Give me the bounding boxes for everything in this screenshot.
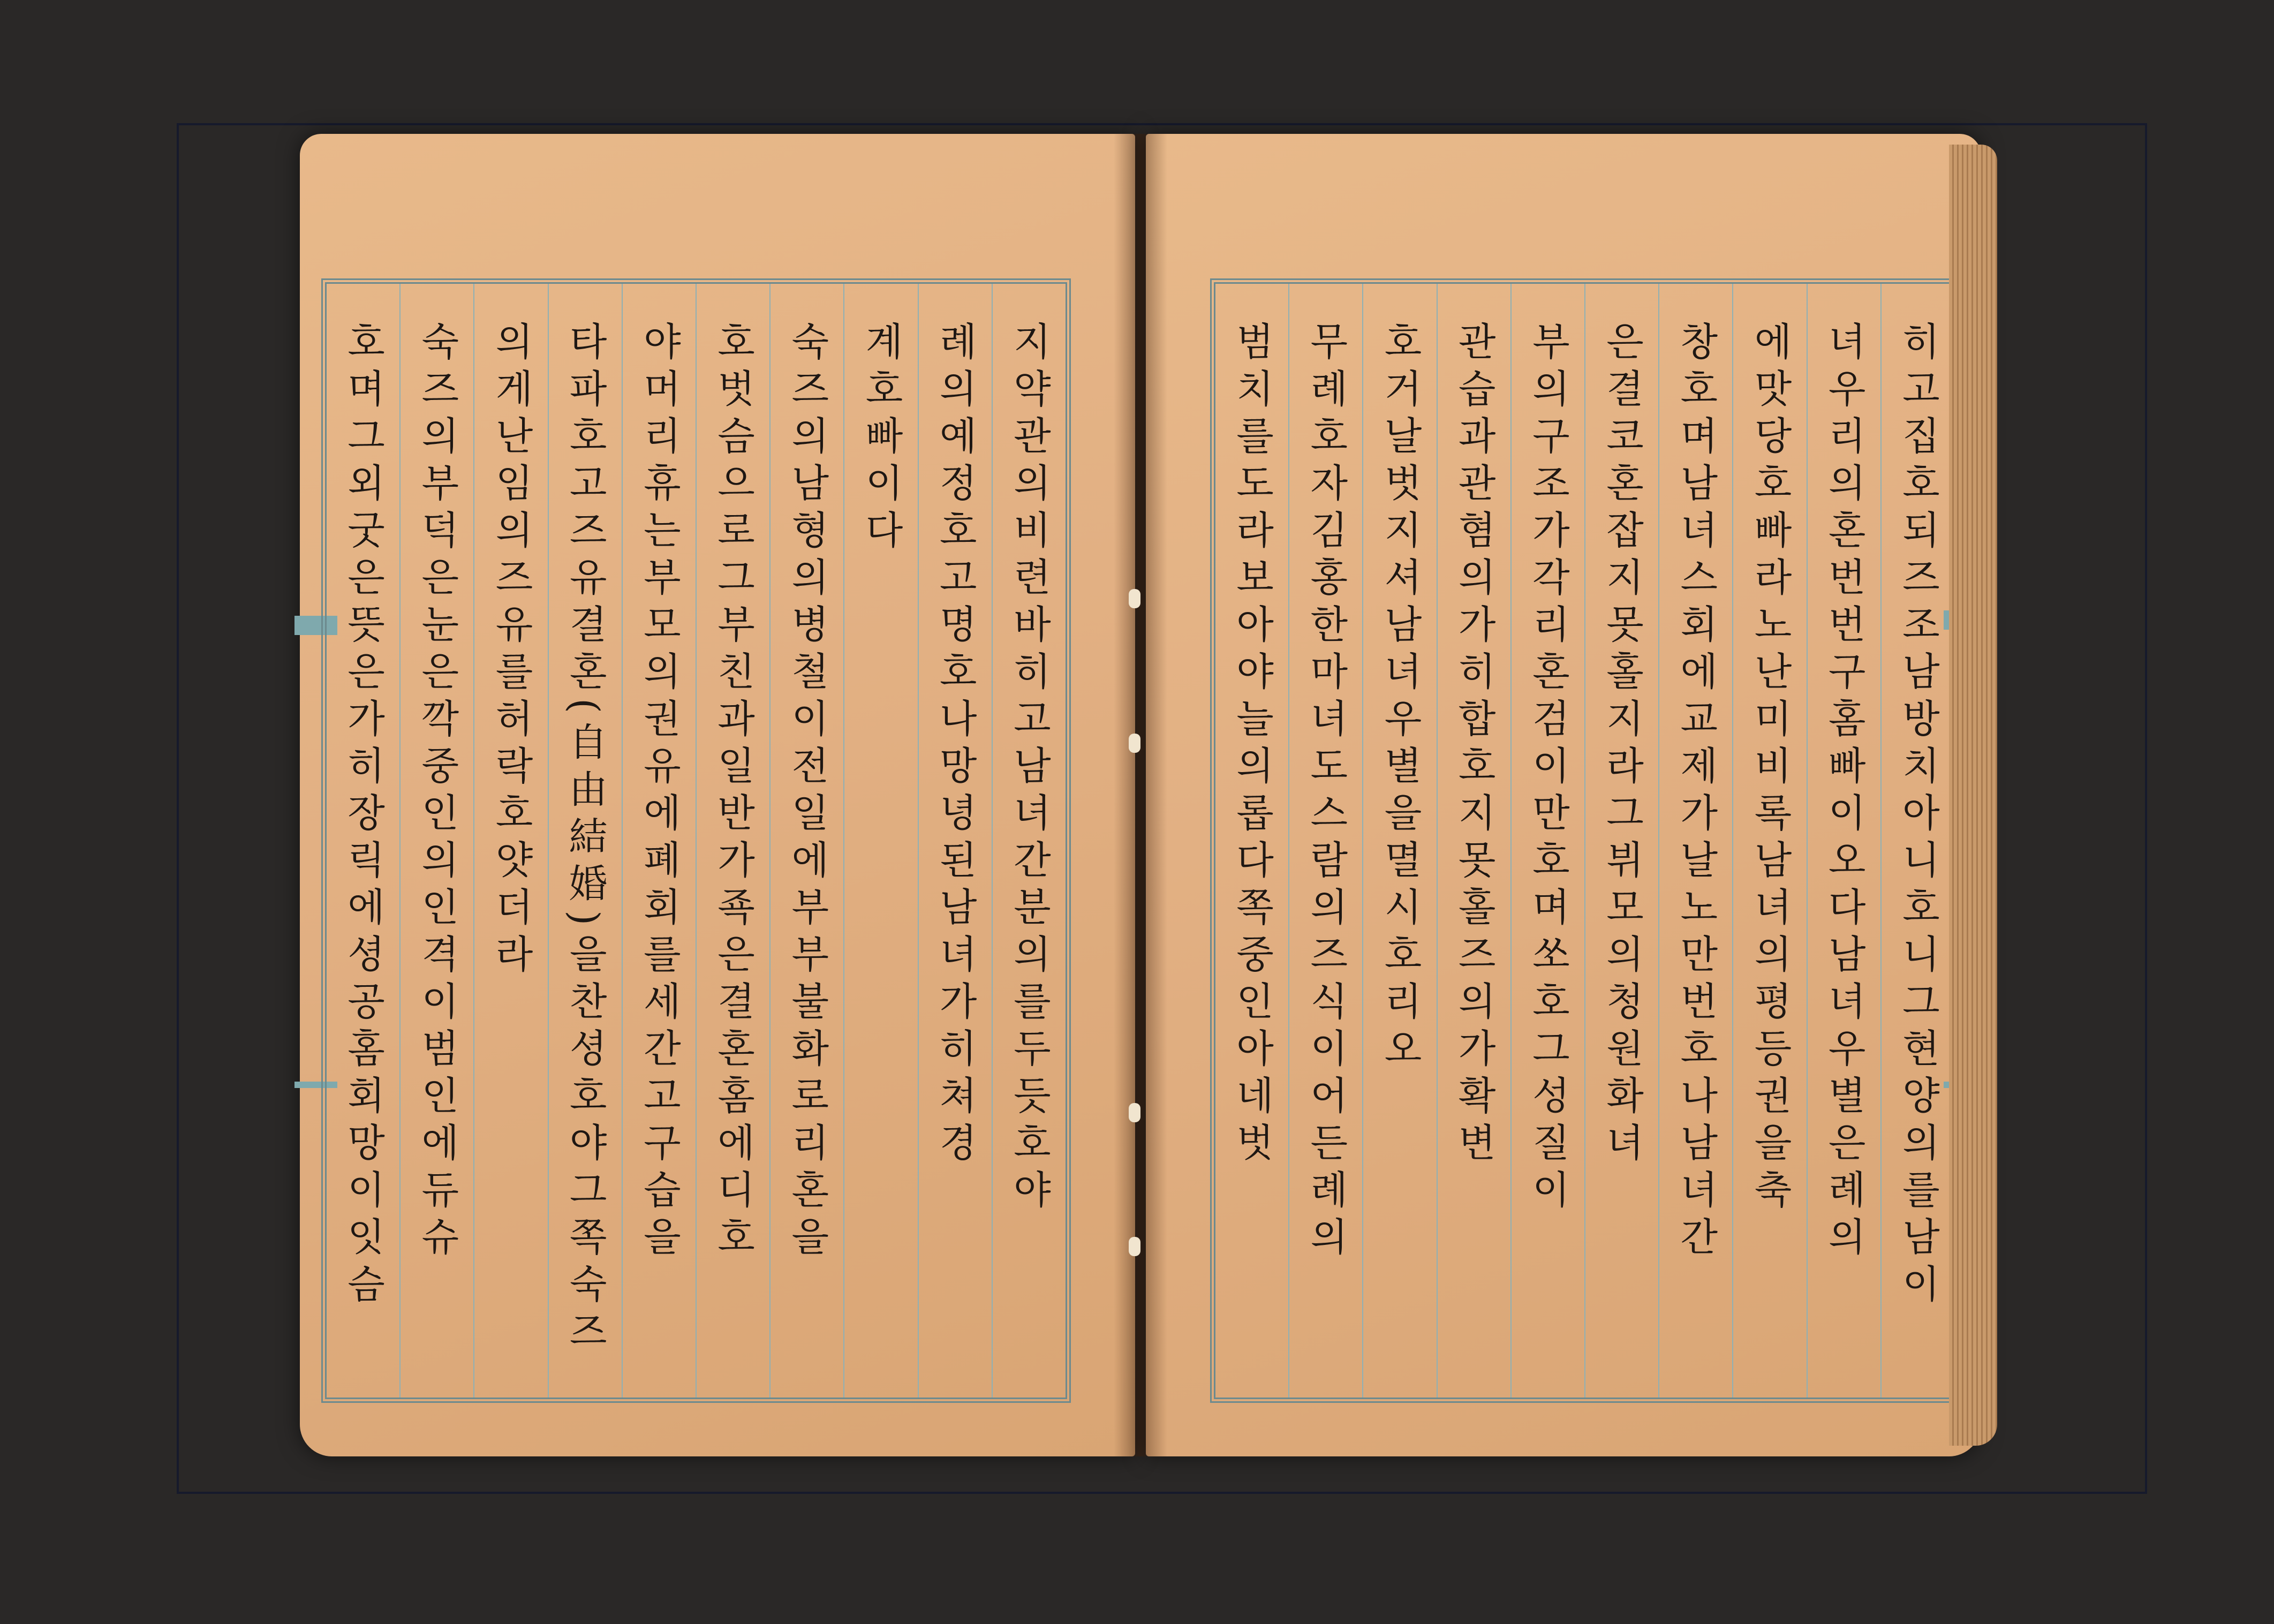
text-column	[548, 284, 622, 1398]
text-column	[1510, 284, 1584, 1398]
text-column	[1732, 284, 1806, 1398]
text-column	[769, 284, 843, 1398]
text-line: 의게난임의즈유를허락호얏더라	[488, 321, 534, 981]
text-line: 숙즈의부덕은눈은깍중인의인격이범인에듀슈	[414, 321, 460, 1264]
text-column	[843, 284, 917, 1398]
text-column	[696, 284, 769, 1398]
book-gutter	[1114, 134, 1167, 1456]
text-line: 례의예정호고명호나망녕된남녀가히쳐경	[932, 321, 978, 1169]
text-line: 호거날벗지셔남녀우별을멸시호리오	[1377, 321, 1423, 1075]
text-line: 창호며남녀스회에교제가날노만번호나남녀간	[1673, 321, 1719, 1264]
binding-stitch	[1129, 734, 1140, 753]
text-column	[473, 284, 547, 1398]
binding-stitch	[1129, 1237, 1140, 1256]
text-line: 부의구조가각리혼검이만호며쏘호그성질이	[1525, 321, 1570, 1217]
text-line: 범치를도라보아야늘의롭다쪽중인아네벗	[1229, 321, 1275, 1169]
binding-stitch	[1129, 589, 1140, 608]
right-text-grid	[1210, 278, 1960, 1403]
text-column	[1880, 284, 1954, 1398]
text-line: 무례호자김홍한마녀도스람의즈식이어든례의	[1303, 321, 1349, 1264]
text-column	[1584, 284, 1658, 1398]
text-line: 지약관의비련바히고남녀간분의를두듯호야	[1006, 321, 1052, 1217]
left-page	[300, 134, 1135, 1456]
text-line: 타파호고즈유결혼(自由結婚)을찬셩호야그쪽숙즈	[562, 321, 608, 1358]
text-line: 계호빠이다	[858, 321, 904, 557]
text-column	[327, 284, 399, 1398]
text-line: 호벗슴으로그부친과일반가죡은결혼홈에디호	[711, 321, 756, 1264]
page-edges	[1949, 145, 1997, 1446]
text-column	[1288, 284, 1362, 1398]
text-column	[1807, 284, 1880, 1398]
text-column	[1362, 284, 1436, 1398]
open-book	[300, 123, 1992, 1467]
text-line: 숙즈의남형의병철이전일에부부불화로리혼을	[784, 321, 830, 1264]
right-page	[1146, 134, 1981, 1456]
text-line: 녀우리의혼번번구홈빠이오다남녀우별은례의	[1821, 321, 1867, 1264]
text-line: 야머리휴는부모의권유에폐회를세간고구습을	[636, 321, 682, 1264]
text-column	[622, 284, 696, 1398]
text-line: 은결코혼잡지못홀지라그뷔모의청원화녀	[1599, 321, 1645, 1169]
text-column	[1215, 284, 1288, 1398]
binding-stitch	[1129, 1103, 1140, 1122]
text-column	[992, 284, 1066, 1398]
text-line: 관습과관혐의가히합호지못홀즈의가확변	[1451, 321, 1497, 1169]
left-text-grid	[321, 278, 1071, 1403]
text-line: 에맛당호빠라노난미비록남녀의평등권을축	[1747, 321, 1793, 1217]
text-column	[1658, 284, 1732, 1398]
text-line: 히고집호되즈조남방치아니호니그현양의를남이	[1895, 321, 1940, 1311]
text-line: 호며그외굿은뜻은가히장릭에셩공홈회망이잇슴	[341, 321, 386, 1311]
text-column	[1437, 284, 1510, 1398]
text-column	[399, 284, 473, 1398]
text-column	[918, 284, 992, 1398]
